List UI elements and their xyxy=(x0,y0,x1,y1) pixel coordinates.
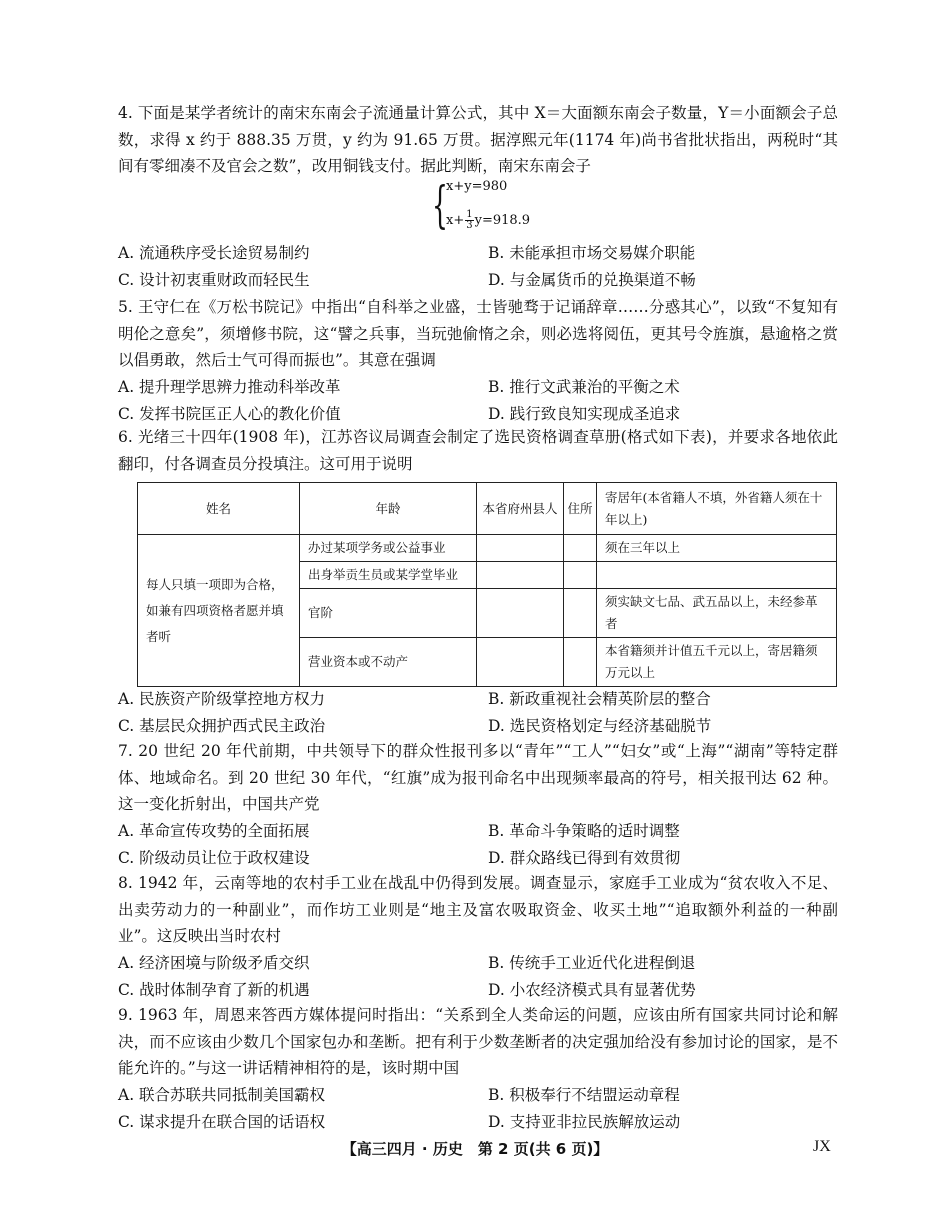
row-requirement: 须在三年以上 xyxy=(597,535,837,562)
empty-cell xyxy=(564,589,597,638)
voter-qualification-table xyxy=(137,482,837,687)
option-a[interactable]: A. 流通秩序受长途贸易制约 xyxy=(118,244,310,262)
question-stem: 4. 下面是某学者统计的南宋东南会子流通量计算公式，其中 X＝大面额东南会子数量，Y＝小面额会子总数，求得 x 约于 888.35 万贯，y 约为 91.65 万贯。据淳熙元年(1174 年)尚书省批状指出，两税时“其间有零细凑不及官会之数”，改用铜钱支付。据此判断，南宋东南会子 xyxy=(118,104,838,175)
option-b[interactable]: B. 积极奉行不结盟运动章程 xyxy=(488,1085,680,1104)
header-residence: 住所 xyxy=(564,483,597,535)
option-b[interactable]: B. 传统手工业近代化进程倒退 xyxy=(488,953,696,972)
option-d[interactable]: D. 小农经济模式具有显著优势 xyxy=(488,980,696,999)
option-a[interactable]: A. 革命宣传攻势的全面拓展 xyxy=(118,821,310,840)
header-name: 姓名 xyxy=(138,483,300,535)
option-c[interactable]: C. 发挥书院匡正人心的教化价值 xyxy=(118,404,341,423)
question-7 xyxy=(118,738,838,872)
question-8 xyxy=(118,870,838,1004)
merged-label: 每人只填一项即为合格，如兼有四项资格者愿并填者听 xyxy=(138,535,300,687)
option-c[interactable]: C. 战时体制孕育了新的机遇 xyxy=(118,980,310,999)
option-d[interactable]: D. 支持亚非拉民族解放运动 xyxy=(488,1112,681,1131)
row-item: 出身举贡生员或某学堂毕业 xyxy=(300,562,477,589)
empty-cell xyxy=(477,638,564,687)
row-requirement: 本省籍须并计值五千元以上，寄居籍须万元以上 xyxy=(597,638,837,687)
question-stem: 5. 王守仁在《万松书院记》中指出“自科举之业盛，士皆驰骛于记诵辞章……分惑其心”，以致“不复知有明伦之意矣”，须增修书院，这“譬之兵事，当玩弛偷惰之余，则必选将阅伍，更其号令旌旗，悬逾格之赏以倡勇敢，然后士气可得而振也”。其意在强调 xyxy=(118,298,838,369)
row-item: 营业资本或不动产 xyxy=(300,638,477,687)
equation-line-2: x+ $\frac{1}{3}$ y=918.9 xyxy=(446,209,531,231)
question-stem: 8. 1942 年，云南等地的农村手工业在战乱中仍得到发展。调查显示，家庭手工业成为“贫农收入不足、出卖劳动力的一种副业”，而作坊工业则是“地主及富农吸取资金、收买土地”“追取额外利益的一种副业”。这反映出当时农村 xyxy=(118,874,838,945)
empty-cell xyxy=(564,562,597,589)
question-stem: 9. 1963 年，周恩来答西方媒体提问时指出：“关系到全人类命运的问题，应该由所有国家共同讨论和解决，而不应该由少数几个国家包办和垄断。把有利于少数垄断者的决定强加给没有参加讨论的国家，是不能允许的。”与这一讲话精神相符的是，该时期中国 xyxy=(118,1006,838,1077)
option-b[interactable]: B. 未能承担市场交易媒介职能 xyxy=(488,244,696,262)
row-requirement: 须实缺文七品、武五品以上，未经参革者 xyxy=(597,589,837,638)
row-item: 官阶 xyxy=(300,589,477,638)
option-c[interactable]: C. 阶级动员让位于政权建设 xyxy=(118,848,310,867)
empty-cell xyxy=(477,589,564,638)
option-b[interactable]: B. 新政重视社会精英阶层的整合 xyxy=(488,690,711,708)
header-sojourn: 寄居年(本省籍人不填，外省籍人须在十年以上) xyxy=(597,483,837,535)
fraction: $\frac{1}{3}$ xyxy=(466,209,473,231)
empty-cell xyxy=(564,535,597,562)
page-footer: 【高三四月 · 历史 第 2 页(共 6 页)】 xyxy=(341,1140,609,1158)
option-a[interactable]: A. 经济困境与阶级矛盾交织 xyxy=(118,953,310,972)
option-a[interactable]: A. 联合苏联共同抵制美国霸权 xyxy=(118,1085,326,1104)
option-b[interactable]: B. 推行文武兼治的平衡之术 xyxy=(488,377,680,396)
question-stem: 6. 光绪三十四年(1908 年)，江苏咨议局调查会制定了选民资格调查草册(格式如下表)，并要求各地依此翻印，付各调查员分投填注。这可用于说明 xyxy=(118,428,838,473)
row-requirement xyxy=(597,562,837,589)
question-4 xyxy=(118,100,838,180)
option-c[interactable]: C. 谋求提升在联合国的话语权 xyxy=(118,1112,326,1131)
option-a[interactable]: A. 提升理学思辨力推动科举改革 xyxy=(118,377,341,396)
row-item: 办过某项学务或公益事业 xyxy=(300,535,477,562)
header-age: 年龄 xyxy=(300,483,477,535)
header-native: 本省府州县人 xyxy=(477,483,564,535)
question-stem: 7. 20 世纪 20 年代前期，中共领导下的群众性报刊多以“青年”“工人”“妇女”或“上海”“湖南”等特定群体、地域命名。到 20 世纪 30 年代，“红旗”成为报刊命名中出现频率最高的符号，相关报刊达 62 种。这一变化折射出，中国共产党 xyxy=(118,742,838,813)
paper-code: JX xyxy=(813,1138,831,1155)
option-d[interactable]: D. 与金属货币的兑换渠道不畅 xyxy=(488,271,696,289)
empty-cell xyxy=(477,535,564,562)
question-9 xyxy=(118,1002,838,1136)
question-5 xyxy=(118,294,838,428)
option-d[interactable]: D. 群众路线已得到有效贯彻 xyxy=(488,848,681,867)
option-d[interactable]: D. 践行致良知实现成圣追求 xyxy=(488,404,681,423)
option-c[interactable]: C. 设计初衷重财政而轻民生 xyxy=(118,271,310,289)
brace: { xyxy=(432,176,448,234)
empty-cell xyxy=(564,638,597,687)
question-6-options xyxy=(118,686,838,740)
equation-system xyxy=(432,176,612,236)
equation-line-1: x+y=980 xyxy=(446,179,508,194)
option-d[interactable]: D. 选民资格划定与经济基础脱节 xyxy=(488,717,712,735)
option-a[interactable]: A. 民族资产阶级掌控地方权力 xyxy=(118,690,326,708)
empty-cell xyxy=(477,562,564,589)
option-b[interactable]: B. 革命斗争策略的适时调整 xyxy=(488,821,680,840)
option-c[interactable]: C. 基层民众拥护西式民主政治 xyxy=(118,717,326,735)
question-4-options xyxy=(118,240,838,294)
question-6 xyxy=(118,424,838,477)
